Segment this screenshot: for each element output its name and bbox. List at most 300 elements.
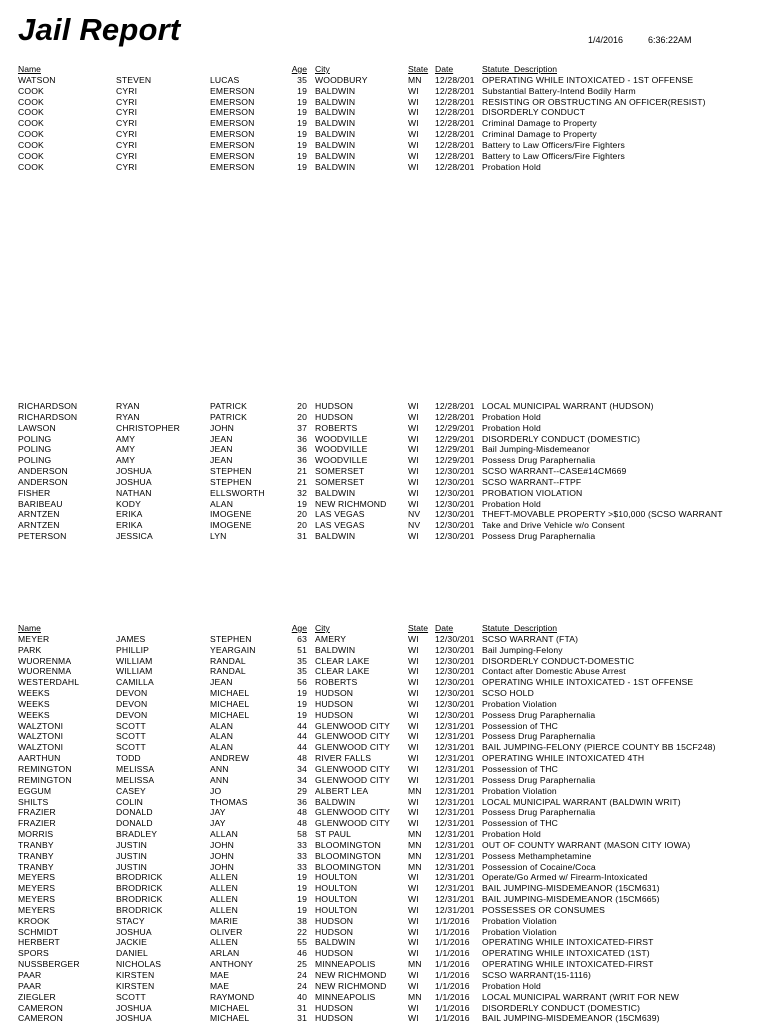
state: WI: [408, 433, 419, 444]
last-name: COOK: [18, 85, 44, 96]
date-header: Date: [435, 623, 454, 633]
city: HUDSON: [315, 948, 354, 959]
statute-description: Battery to Law Officers/Fire Fighters: [482, 150, 625, 161]
last-name: SPORS: [18, 948, 49, 959]
last-name: WALZTONI: [18, 720, 64, 731]
statute-description: OPERATING WHILE INTOXICATED - 1ST OFFENSE: [482, 74, 694, 85]
first-name: KIRSTEN: [116, 980, 155, 991]
city: HUDSON: [315, 698, 354, 709]
age: 36: [297, 444, 307, 455]
table-row: [0, 656, 768, 667]
table-row: [0, 645, 768, 656]
first-name: JUSTIN: [116, 850, 147, 861]
statute-description: Possess Drug Paraphernalia: [482, 531, 596, 542]
state: MN: [408, 829, 422, 840]
last-name: REMINGTON: [18, 774, 72, 785]
statute-description: Probation Hold: [482, 829, 541, 840]
table-row: [0, 970, 768, 981]
last-name: NUSSBERGER: [18, 959, 80, 970]
state: WI: [408, 818, 419, 829]
state: WI: [408, 720, 419, 731]
middle-name: JEAN: [210, 455, 233, 466]
middle-name: OLIVER: [210, 926, 243, 937]
first-name: JOSHUA: [116, 476, 152, 487]
city: BALDWIN: [315, 796, 356, 807]
first-name: JOSHUA: [116, 1013, 152, 1024]
first-name: COLIN: [116, 796, 144, 807]
table-row: [0, 959, 768, 970]
statute-description: SCSO WARRANT(15-1116): [482, 970, 592, 980]
statute-description: OPERATING WHILE INTOXICATED-FIRST: [482, 959, 654, 970]
last-name: POLING: [18, 444, 52, 455]
first-name: AMY: [116, 455, 136, 466]
name-header: Name: [18, 623, 41, 633]
age: 19: [297, 96, 307, 107]
age: 40: [297, 991, 307, 1002]
middle-name: JEAN: [210, 444, 233, 455]
statute-description: Probation Violation: [482, 785, 557, 796]
statute-description: Possess Drug Paraphernalia: [482, 807, 596, 818]
table-row: [0, 883, 768, 894]
last-name: RICHARDSON: [18, 401, 78, 411]
report-section-2: [0, 401, 768, 542]
age: 19: [297, 129, 307, 140]
age: 19: [297, 894, 307, 905]
table-row: [0, 797, 768, 808]
last-name: PAAR: [18, 980, 42, 991]
last-name: WEEKS: [18, 688, 50, 699]
age-header: Age: [291, 623, 307, 633]
city: HOULTON: [315, 883, 358, 894]
city: MINNEAPOLIS: [315, 959, 376, 970]
middle-name: MAE: [210, 970, 230, 980]
first-name: DONALD: [116, 818, 153, 829]
statute-description: POSSESSES OR CONSUMES: [482, 904, 606, 915]
date: 1/1/2016: [435, 1013, 470, 1024]
statute-description: OPERATING WHILE INTOXICATED 4TH: [482, 753, 645, 764]
middle-name: STEPHEN: [210, 476, 252, 487]
first-name: JOSHUA: [116, 466, 152, 477]
middle-name: JOHN: [210, 861, 234, 872]
middle-name: JOHN: [210, 422, 234, 433]
age: 51: [297, 644, 307, 655]
first-name: DONALD: [116, 807, 153, 818]
date: 12/29/201: [435, 422, 475, 433]
table-row: [0, 412, 768, 423]
state: WI: [408, 937, 419, 948]
state: WI: [408, 1013, 419, 1024]
age: 19: [297, 688, 307, 699]
middle-name: YEARGAIN: [210, 644, 256, 655]
age: 20: [297, 411, 307, 422]
state-header: State: [408, 64, 429, 74]
city: WOODVILLE: [315, 433, 368, 444]
state: WI: [408, 872, 419, 883]
table-row: [0, 786, 768, 797]
age: 19: [297, 107, 307, 118]
age: 29: [297, 785, 307, 796]
date: 12/31/201: [435, 904, 475, 915]
last-name: POLING: [18, 433, 52, 444]
statute-description: BAIL JUMPING-FELONY (PIERCE COUNTY BB 15CF248): [482, 742, 716, 753]
city: HOULTON: [315, 904, 358, 915]
date: 12/31/201: [435, 839, 475, 850]
last-name: WESTERDAHL: [18, 677, 80, 688]
date: 12/31/201: [435, 818, 475, 829]
age: 44: [297, 742, 307, 753]
state: MN: [408, 74, 422, 85]
city: BALDWIN: [315, 118, 356, 129]
state: WI: [408, 487, 419, 498]
date: 1/1/2016: [435, 948, 470, 959]
date: 1/1/2016: [435, 991, 470, 1002]
state: WI: [408, 139, 419, 150]
name-header: Name: [18, 64, 41, 74]
age: 19: [297, 118, 307, 129]
statute-description: Possess Methamphetamine: [482, 850, 592, 861]
state: MN: [408, 839, 422, 850]
city: GLENWOOD CITY: [315, 763, 391, 774]
statute-description: SCSO HOLD: [482, 688, 534, 699]
city: WOODVILLE: [315, 455, 368, 466]
age: 24: [297, 970, 307, 980]
state: WI: [408, 444, 419, 455]
date: 1/1/2016: [435, 959, 470, 970]
table-row: [0, 531, 768, 542]
table-row: [0, 862, 768, 873]
age: 19: [297, 709, 307, 720]
column-header-row: [0, 64, 768, 75]
middle-name: ANTHONY: [210, 959, 254, 970]
city: GLENWOOD CITY: [315, 774, 391, 785]
last-name: HERBERT: [18, 937, 60, 948]
table-row: [0, 753, 768, 764]
middle-name: EMERSON: [210, 150, 255, 161]
city: BALDWIN: [315, 644, 356, 655]
age: 37: [297, 422, 307, 433]
statute-description: DISORDERLY CONDUCT: [482, 107, 586, 118]
first-name: NICHOLAS: [116, 959, 162, 970]
state: WI: [408, 476, 419, 487]
last-name: SCHMIDT: [18, 926, 59, 937]
table-row: [0, 488, 768, 499]
first-name: BRODRICK: [116, 894, 163, 905]
statute-description: Probation Hold: [482, 422, 541, 433]
city: ROBERTS: [315, 422, 358, 433]
age: 35: [297, 74, 307, 85]
middle-name: ALLEN: [210, 894, 238, 905]
middle-name: ALLEN: [210, 904, 238, 915]
city: LAS VEGAS: [315, 509, 365, 520]
date: 12/29/201: [435, 455, 475, 466]
first-name: AMY: [116, 433, 136, 444]
last-name: WUORENMA: [18, 666, 72, 677]
last-name: SHILTS: [18, 796, 49, 807]
last-name: MORRIS: [18, 829, 54, 840]
first-name: NATHAN: [116, 487, 152, 498]
age: 48: [297, 818, 307, 829]
city: HUDSON: [315, 915, 354, 926]
state: WI: [408, 926, 419, 937]
table-row: [0, 466, 768, 477]
date: 12/29/201: [435, 433, 475, 444]
statute-description: BAIL JUMPING-MISDEMEANOR (15CM639): [482, 1013, 660, 1024]
state: WI: [408, 633, 419, 644]
statute-description: LOCAL MUNICIPAL WARRANT (HUDSON): [482, 401, 654, 411]
first-name: STEVEN: [116, 74, 152, 85]
age: 36: [297, 455, 307, 466]
date: 12/30/201: [435, 509, 475, 520]
date: 1/1/2016: [435, 937, 470, 948]
statute-description: Probation Hold: [482, 498, 541, 509]
age: 21: [297, 466, 307, 477]
middle-name: ELLSWORTH: [210, 487, 265, 498]
state: WI: [408, 644, 419, 655]
statute-description: Possession of Cocaine/Coca: [482, 861, 596, 872]
table-row: [0, 477, 768, 488]
age-header: Age: [291, 64, 307, 74]
age: 32: [297, 487, 307, 498]
last-name: ANDERSON: [18, 466, 68, 477]
last-name: LAWSON: [18, 422, 56, 433]
state: WI: [408, 129, 419, 140]
first-name: DANIEL: [116, 948, 148, 959]
first-name: WILLIAM: [116, 655, 153, 666]
table-row: [0, 742, 768, 753]
city: ROBERTS: [315, 677, 358, 688]
age: 19: [297, 872, 307, 883]
age: 55: [297, 937, 307, 948]
city: HUDSON: [315, 688, 354, 699]
report-section-1: [0, 64, 768, 172]
age: 63: [297, 633, 307, 644]
middle-name: RANDAL: [210, 655, 246, 666]
state: WI: [408, 677, 419, 688]
city: WOODVILLE: [315, 444, 368, 455]
state: WI: [408, 411, 419, 422]
middle-name: RANDAL: [210, 666, 246, 677]
age: 58: [297, 829, 307, 840]
city: BLOOMINGTON: [315, 861, 381, 872]
age: 33: [297, 839, 307, 850]
city: NEW RICHMOND: [315, 970, 387, 980]
state: WI: [408, 401, 419, 411]
table-row: [0, 731, 768, 742]
date: 12/31/201: [435, 774, 475, 785]
statute-description: Possess Drug Paraphernalia: [482, 731, 596, 742]
middle-name: MARIE: [210, 915, 238, 926]
table-row: [0, 129, 768, 140]
date: 12/28/201: [435, 107, 475, 118]
middle-name: ANDREW: [210, 753, 250, 764]
city: GLENWOOD CITY: [315, 720, 391, 731]
report-time: 6:36:22AM: [648, 35, 692, 45]
state: WI: [408, 970, 419, 980]
table-row: [0, 916, 768, 927]
date: 1/1/2016: [435, 970, 470, 980]
table-row: [0, 905, 768, 916]
age: 19: [297, 883, 307, 894]
statute-description: Probation Hold: [482, 411, 541, 422]
city: HUDSON: [315, 401, 354, 411]
statute-description: Battery to Law Officers/Fire Fighters: [482, 139, 625, 150]
first-name: JOSHUA: [116, 1002, 152, 1013]
age: 24: [297, 980, 307, 991]
age: 31: [297, 1002, 307, 1013]
date: 12/30/201: [435, 466, 475, 477]
first-name: SCOTT: [116, 991, 146, 1002]
middle-name: STEPHEN: [210, 633, 252, 644]
first-name: BRADLEY: [116, 829, 158, 840]
state: WI: [408, 107, 419, 118]
last-name: FRAZIER: [18, 818, 56, 829]
table-row: [0, 423, 768, 434]
middle-name: ALLEN: [210, 872, 238, 883]
table-row: [0, 509, 768, 520]
city: ST PAUL: [315, 829, 352, 840]
table-row: [0, 75, 768, 86]
age: 19: [297, 698, 307, 709]
middle-name: JEAN: [210, 433, 233, 444]
middle-name: IMOGENE: [210, 509, 252, 520]
last-name: ARNTZEN: [18, 520, 60, 531]
age: 35: [297, 655, 307, 666]
state: WI: [408, 709, 419, 720]
date: 12/28/201: [435, 139, 475, 150]
middle-name: EMERSON: [210, 129, 255, 140]
state: WI: [408, 883, 419, 894]
last-name: PETERSON: [18, 531, 67, 542]
middle-name: JAY: [210, 818, 226, 829]
first-name: CASEY: [116, 785, 146, 796]
last-name: WALZTONI: [18, 742, 64, 753]
state: WI: [408, 498, 419, 509]
first-name: CYRI: [116, 118, 138, 129]
city: BALDWIN: [315, 161, 356, 172]
middle-name: PATRICK: [210, 401, 248, 411]
middle-name: MICHAEL: [210, 698, 250, 709]
first-name: DEVON: [116, 688, 148, 699]
last-name: TRANBY: [18, 850, 54, 861]
date: 12/30/201: [435, 698, 475, 709]
last-name: ZIEGLER: [18, 991, 56, 1002]
statute-description: Probation Hold: [482, 980, 541, 991]
table-row: [0, 764, 768, 775]
date: 12/30/201: [435, 688, 475, 699]
date: 1/1/2016: [435, 1002, 470, 1013]
table-row: [0, 499, 768, 510]
state: WI: [408, 894, 419, 905]
age: 46: [297, 948, 307, 959]
age: 34: [297, 774, 307, 785]
last-name: WEEKS: [18, 698, 50, 709]
table-row: [0, 775, 768, 786]
state: WI: [408, 455, 419, 466]
first-name: TODD: [116, 753, 141, 764]
statute-header: Statute_Description: [482, 623, 557, 633]
middle-name: IMOGENE: [210, 520, 252, 531]
state: WI: [408, 753, 419, 764]
state: WI: [408, 422, 419, 433]
middle-name: ARLAN: [210, 948, 240, 959]
statute-description: Probation Violation: [482, 926, 557, 937]
table-row: [0, 1003, 768, 1014]
state: MN: [408, 850, 422, 861]
state: MN: [408, 959, 422, 970]
city-header: City: [315, 623, 330, 633]
first-name: CHRISTOPHER: [116, 422, 181, 433]
date: 12/28/201: [435, 129, 475, 140]
table-row: [0, 981, 768, 992]
first-name: CYRI: [116, 129, 138, 140]
city: ALBERT LEA: [315, 785, 369, 796]
first-name: JESSICA: [116, 531, 153, 542]
last-name: WATSON: [18, 74, 56, 85]
middle-name: MAE: [210, 980, 230, 991]
age: 36: [297, 796, 307, 807]
first-name: SCOTT: [116, 720, 146, 731]
first-name: JAMES: [116, 633, 146, 644]
statute-description: Probation Violation: [482, 698, 557, 709]
report-date: 1/4/2016: [588, 35, 624, 45]
date: 12/28/201: [435, 118, 475, 129]
state: WI: [408, 150, 419, 161]
table-row: [0, 807, 768, 818]
middle-name: ALLEN: [210, 937, 238, 948]
table-row: [0, 688, 768, 699]
state: WI: [408, 742, 419, 753]
middle-name: PATRICK: [210, 411, 248, 422]
city: GLENWOOD CITY: [315, 742, 391, 753]
city: CLEAR LAKE: [315, 666, 370, 677]
date: 1/1/2016: [435, 926, 470, 937]
last-name: ANDERSON: [18, 476, 68, 487]
statute-description: DISORDERLY CONDUCT (DOMESTIC): [482, 433, 641, 444]
last-name: COOK: [18, 129, 44, 140]
age: 25: [297, 959, 307, 970]
last-name: FRAZIER: [18, 807, 56, 818]
statute-description: Contact after Domestic Abuse Arrest: [482, 666, 626, 677]
first-name: KODY: [116, 498, 141, 509]
statute-description: LOCAL MUNICIPAL WARRANT (BALDWIN WRIT): [482, 796, 681, 807]
middle-name: ALLAN: [210, 829, 238, 840]
table-row: [0, 840, 768, 851]
date: 12/30/201: [435, 498, 475, 509]
last-name: COOK: [18, 161, 44, 172]
middle-name: LYN: [210, 531, 227, 542]
city: GLENWOOD CITY: [315, 731, 391, 742]
last-name: REMINGTON: [18, 763, 72, 774]
state: MN: [408, 991, 422, 1002]
city: SOMERSET: [315, 476, 365, 487]
table-row: [0, 97, 768, 108]
state: MN: [408, 785, 422, 796]
last-name: AARTHUN: [18, 753, 61, 764]
last-name: TRANBY: [18, 839, 54, 850]
middle-name: JEAN: [210, 677, 233, 688]
age: 31: [297, 1013, 307, 1024]
statute-description: LOCAL MUNICIPAL WARRANT (WRIT FOR NEW: [482, 991, 680, 1002]
middle-name: MICHAEL: [210, 1013, 250, 1024]
first-name: SCOTT: [116, 731, 146, 742]
state: WI: [408, 688, 419, 699]
middle-name: MICHAEL: [210, 688, 250, 699]
age: 19: [297, 85, 307, 96]
middle-name: LUCAS: [210, 74, 240, 85]
first-name: MELISSA: [116, 774, 155, 785]
statute-description: Possess Drug Paraphernalia: [482, 709, 596, 720]
first-name: CYRI: [116, 96, 138, 107]
